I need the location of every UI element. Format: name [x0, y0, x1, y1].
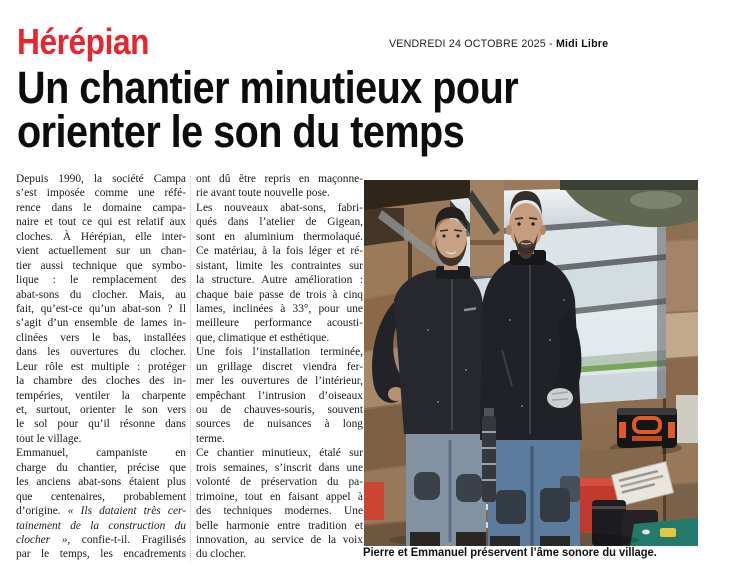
article-line: trois semaines, s’inscrit dans une [196, 461, 363, 474]
article-line: clocher », confie-t-il. Fragilisés [16, 533, 186, 546]
newspaper-name: Midi Libre [555, 38, 609, 50]
article-line: mer les ouvertures de l’intérieur, [196, 375, 363, 388]
article-line: innovation, au service de la voix [196, 533, 363, 546]
article-line: par le temps, les encadrements [16, 548, 186, 561]
dateline-separator: - [545, 38, 556, 50]
photo-hanging-tool [482, 408, 496, 502]
headline-line-2: orienter le son du temps [17, 106, 465, 157]
article-column-2 [196, 172, 363, 562]
article-line: volonté de préservation du pa- [196, 476, 363, 489]
article-line: abat-sons du clocher. Mais, au [16, 288, 186, 301]
article-line: sont en aluminium thermolaqué. [196, 230, 363, 243]
article-line: tempéries, ventiler la charpente [16, 389, 186, 402]
photo-caption: Pierre et Emmanuel préservent l’âme sonore du village. [363, 547, 657, 559]
article-line: vient actuellement sur un chan- [16, 245, 186, 258]
article-line: terme. [196, 432, 225, 445]
edition-date: VENDREDI 24 OCTOBRE 2025 [389, 38, 546, 50]
article-line: s’agit d’un ensemble de lames in- [16, 317, 186, 330]
article-line: la chambre des cloches des in- [16, 375, 186, 388]
article-line: lique : le remplacement des [16, 274, 186, 287]
article-line: Une fois l’installation terminée, [196, 346, 363, 359]
article-line: meilleure performance acousti- [196, 317, 363, 330]
article-line: empêchant l’intrusion d’oiseaux [196, 389, 363, 402]
headline-line-1: Un chantier minutieux pour [17, 62, 519, 113]
article-line: belle harmonie entre tradition et [196, 519, 363, 532]
article-line: les anciens abat-sons étaient plus [16, 476, 186, 489]
article-photo [364, 180, 698, 546]
article-line: des techniques modernes. Une [196, 505, 363, 518]
article-line: cloches. À Hérépian, elle inter- [16, 230, 186, 243]
article-line: le sol pour qu’il résonne dans [16, 418, 186, 431]
article-line: s’est imposée comme une réfé- [16, 187, 186, 200]
article-line: que centenaires, probablement [16, 490, 186, 503]
article-line: Les nouveaux abat-sons, fabri- [196, 201, 363, 214]
photo-center-pillar [468, 180, 504, 276]
article-line: et, surtout, orienter le son vers [16, 404, 186, 416]
article-line: d’origine. « Ils dataient très cer- [16, 505, 186, 518]
article-line: lames, inclinées à 33°, pour une [196, 302, 363, 315]
article-line: fait, qu’est-ce qu’un abat-son ? Il [16, 302, 186, 315]
headline [17, 62, 519, 157]
dateline [389, 38, 608, 50]
article-line: Depuis 1990, la société Campa [16, 173, 186, 185]
article-line: rence dans le domaine campa- [16, 201, 186, 214]
article-line: chaque baie passe de trois à cinq [196, 288, 363, 301]
article-line: Ce matériau, à la fois léger et ré- [196, 245, 363, 258]
article-line: ont dû être repris en maçonne- [196, 173, 363, 185]
article-line: charge du chantier, précise que [16, 461, 186, 474]
article-line: naire et tout ce qui est relatif aux [16, 216, 186, 229]
article-line: dans les ouvertures du clocher. [16, 346, 186, 359]
article-line: clinées vers le bas, installées [16, 331, 186, 344]
column-rule [190, 176, 191, 562]
article-line: tout le village. [16, 432, 82, 445]
article-line: Leur rôle est multiple : protéger [16, 360, 186, 373]
article-line: la structure. Autre amélioration : [196, 274, 363, 287]
article-line: Emmanuel, campaniste en [16, 447, 186, 460]
article-line: que, climatique et esthétique. [196, 331, 330, 344]
article-line: trimoine, tout en faisant appel à [196, 490, 363, 503]
article-line: qués dans l’atelier de Gigean, [196, 216, 363, 229]
article-line: tier aussi technique que symbo- [16, 259, 186, 272]
article-column-1 [16, 172, 186, 562]
article-line: Ce chantier minutieux, étalé sur [196, 447, 363, 460]
article-line: sources de nuisances à long [196, 418, 363, 431]
article-line: tainement de la construction du [16, 519, 186, 532]
article-line: du clocher. [196, 548, 246, 561]
article-line: un grillage discret viendra fer- [196, 360, 363, 373]
article-line: sistant, limite les contraintes sur [196, 259, 363, 272]
article-line: ou de chauves-souris, souvent [196, 404, 363, 416]
article-line: rie avant toute nouvelle pose. [196, 187, 330, 200]
section-label: Hérépian [17, 21, 150, 62]
